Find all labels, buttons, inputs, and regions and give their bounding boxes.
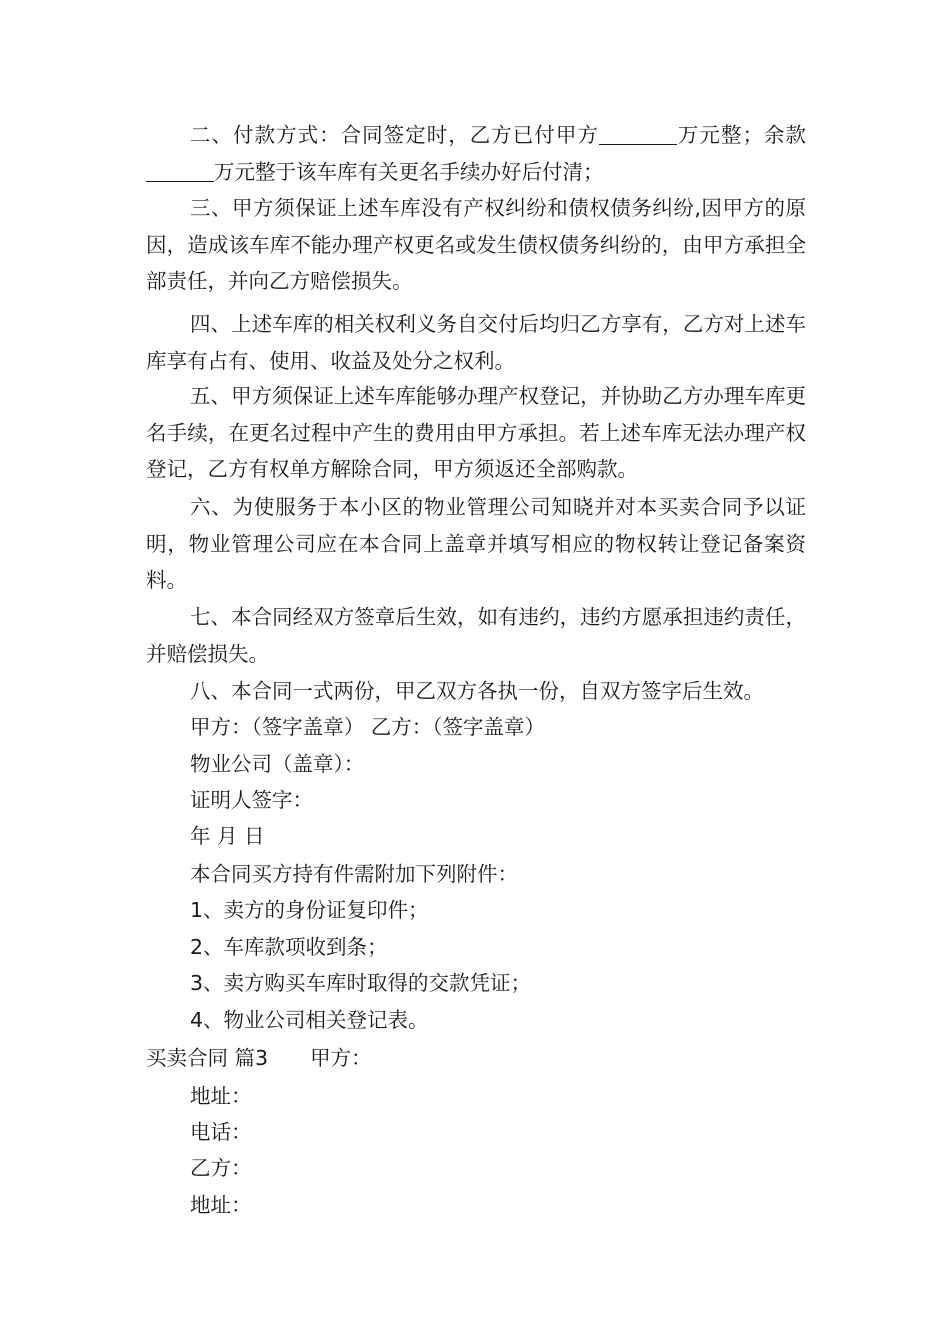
signature-witness: 证明人签字： — [190, 788, 313, 812]
contract-3-address-a: 地址： — [190, 1084, 252, 1108]
clause-2-part2: 万元整；余款 — [676, 123, 807, 147]
attachment-item: 2、车库款项收到条； — [190, 935, 388, 959]
contract-3-heading: 买卖合同 篇3 — [146, 1046, 269, 1070]
signature-date: 年 月 日 — [190, 824, 265, 848]
amount-blank-paid — [599, 122, 677, 145]
clause-6: 六、为使服务于本小区的物业管理公司知晓并对本买卖合同予以证明，物业管理公司应在本合同上盖章并填写相应的物权转让登记备案资料。 — [146, 495, 806, 592]
contract-3-heading-row — [146, 1040, 372, 1076]
clause-4: 四、上述车库的相关权利义务自交付后均归乙方享有，乙方对上述车库享有占有、使用、收益及处分之权利。 — [146, 312, 806, 373]
clause-2-part1: 二、付款方式：合同签定时，乙方已付甲方 — [190, 123, 599, 147]
attachments-intro: 本合同买方持有件需附加下列附件： — [190, 862, 518, 886]
contract-3-party-b: 乙方： — [190, 1156, 252, 1180]
contract-3-party-a: 甲方： — [310, 1046, 372, 1070]
attachment-item: 1、卖方的身份证复印件； — [190, 898, 429, 922]
clause-5: 五、甲方须保证上述车库能够办理产权登记，并协助乙方办理车库更名手续，在更名过程中产生的费用由甲方承担。若上述车库无法办理产权登记，乙方有权单方解除合同，甲方须返还全部购款。 — [146, 384, 806, 481]
contract-3-phone: 电话： — [190, 1120, 252, 1144]
signature-parties: 甲方：（签字盖章） 乙方：（签字盖章） — [190, 715, 546, 739]
clause-3: 三、甲方须保证上述车库没有产权纠纷和债权债务纠纷,因甲方的原因，造成该车库不能办理产权更名或发生债权债务纠纷的，由甲方承担全部责任，并向乙方赔偿损失。 — [146, 196, 806, 293]
clause-7: 七、本合同经双方签章后生效，如有违约，违约方愿承担违约责任，并赔偿损失。 — [146, 605, 806, 666]
clause-2 — [146, 117, 806, 190]
contract-3-address-b: 地址： — [190, 1193, 252, 1217]
attachment-item: 4、物业公司相关登记表。 — [190, 1008, 429, 1032]
amount-blank-balance — [146, 159, 214, 182]
attachment-item: 3、卖方购买车库时取得的交款凭证； — [190, 971, 532, 995]
signature-property-company: 物业公司（盖章）： — [190, 752, 365, 776]
clause-2-part3: 万元整于该车库有关更名手续办好后付清； — [214, 159, 604, 184]
clause-8: 八、本合同一式两份，甲乙双方各执一份，自双方签字后生效。 — [190, 679, 764, 703]
